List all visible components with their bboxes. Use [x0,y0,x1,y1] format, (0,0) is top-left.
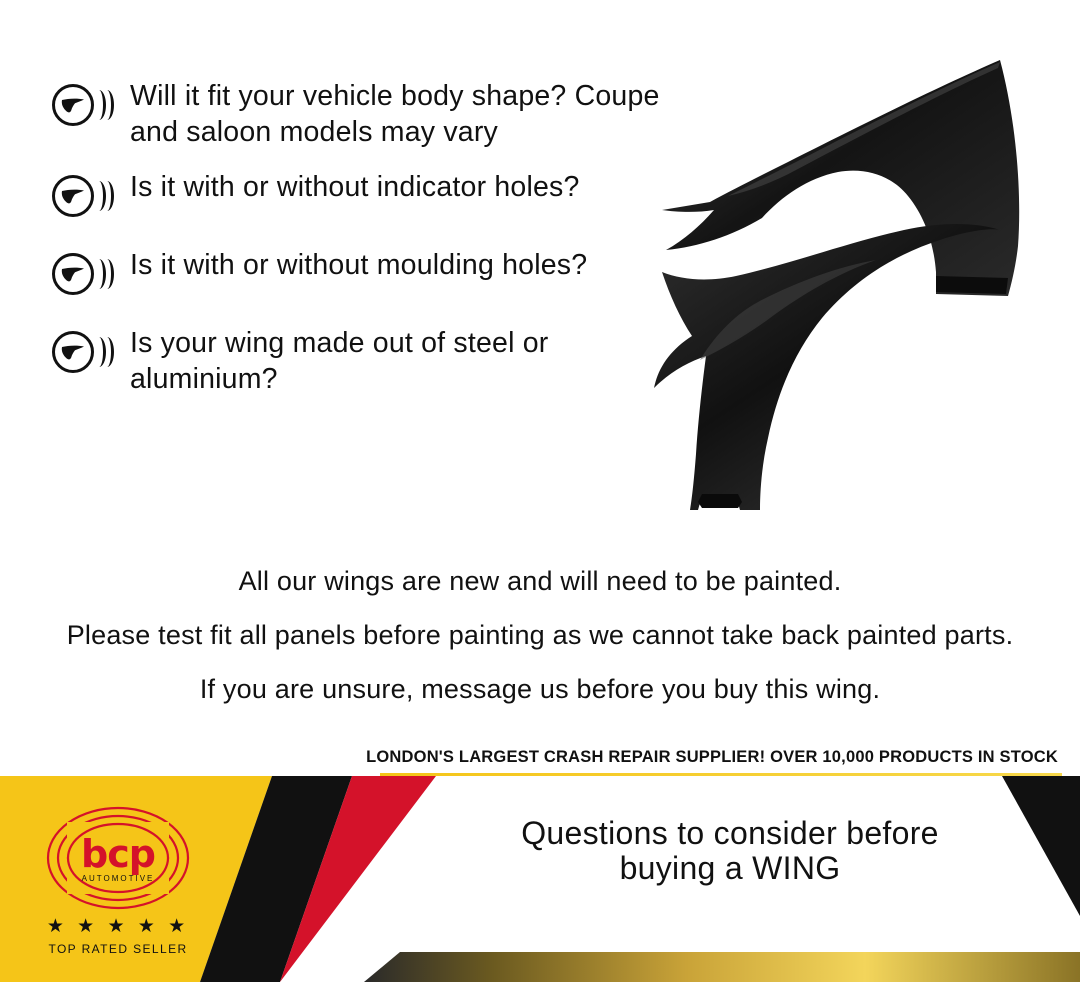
list-item [52,325,662,398]
car-wing-icon [52,84,114,132]
logo-subtext: AUTOMOTIVE [81,874,155,883]
bcp-logo [18,806,218,976]
logo-badge [43,806,193,911]
paragraph: Please test fit all panels before painting as we cannot take back painted parts. [66,619,1014,650]
logo-tagline: TOP RATED SELLER [48,942,188,956]
logo-wordmark: bcp [81,832,155,876]
questions-list [52,78,662,422]
list-item [52,247,662,301]
car-wing-icon [52,331,114,379]
question-text: Is it with or without moulding holes? [130,248,588,281]
question-text: Will it fit your vehicle body shape? Coupe and saloon models may vary [130,80,660,149]
wing-glyph [61,267,85,282]
footer-bar [0,776,1080,982]
car-wing-icon [52,253,114,301]
question-text: Is your wing made out of steel or aluminium? [130,326,549,396]
paragraph: If you are unsure, message us before you buy this wing. [199,673,881,704]
tagline-text: LONDON'S LARGEST CRASH REPAIR SUPPLIER! OVER 10,000 PRODUCTS IN STOCK [366,748,1058,766]
tagline-strip [0,746,1080,776]
star-rating-icon: ★ ★ ★ ★ ★ [46,916,190,937]
wing-glyph [61,345,85,360]
footer-title-line-1: Questions to consider before [521,815,939,851]
footer-title [400,816,1060,886]
wing-product-images [640,50,1060,520]
wing-glyph [61,98,85,113]
list-item [52,169,662,223]
car-wing-icon [52,175,114,223]
footer-title-line-2: buying a WING [619,850,841,887]
list-item [52,78,662,151]
paragraph: All our wings are new and will need to be painted. [238,566,842,596]
wing-glyph [61,189,85,204]
disclaimer-paragraphs [0,566,1080,706]
question-text: Is it with or without indicator holes? [130,170,580,203]
